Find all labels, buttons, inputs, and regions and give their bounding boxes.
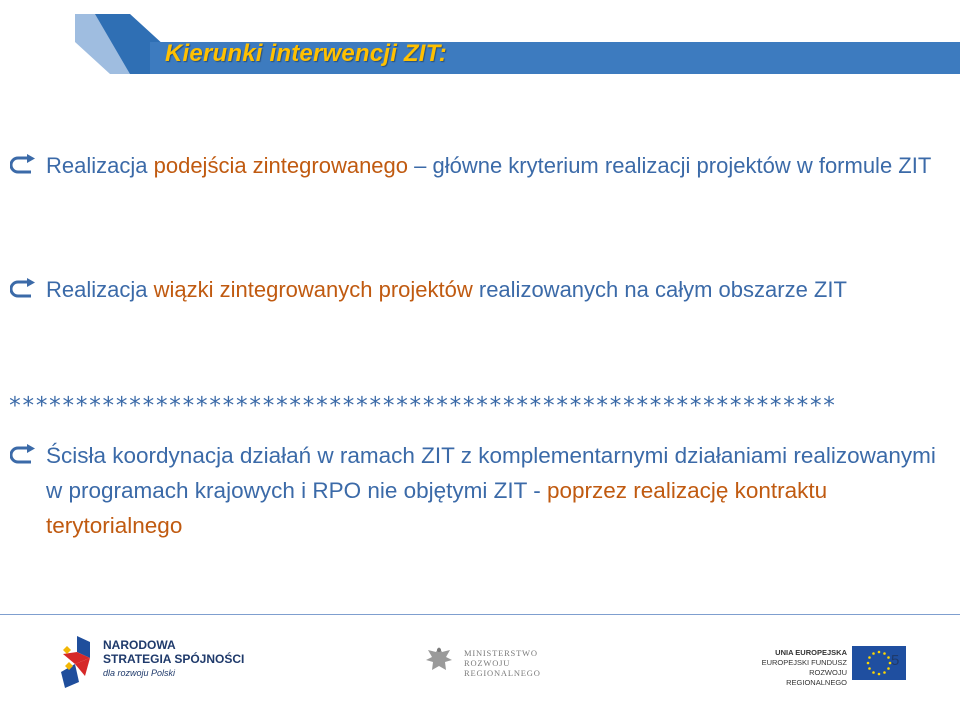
bullet-1-part-2: podejścia zintegrowanego: [153, 153, 415, 178]
curved-arrow-right-icon: [10, 444, 36, 466]
ministry-line3: REGIONALNEGO: [464, 668, 541, 678]
logo-unia-europejska: [752, 646, 912, 687]
nss-line3: dla rozwoju Polski: [103, 668, 176, 678]
nss-star-icon: [55, 632, 100, 690]
curved-arrow-right-icon: [10, 154, 36, 176]
bullet-item-1: [10, 148, 940, 183]
nss-line2: STRATEGIA SPÓJNOŚCI: [103, 652, 245, 666]
slide-title: Kierunki interwencji ZIT:: [165, 40, 447, 67]
eu-line3: ROZWOJU REGIONALNEGO: [786, 668, 847, 687]
bullet-2-part-3: realizowanych na całym obszarze ZIT: [478, 277, 847, 302]
bullet-1-part-1: Realizacja: [46, 153, 154, 178]
bullet-text-3: [10, 438, 950, 543]
nss-line1: NARODOWA: [103, 638, 176, 652]
ministry-line1: MINISTERSTWO: [464, 648, 538, 658]
bullet-text-1: [10, 148, 940, 183]
curved-arrow-right-icon: [10, 278, 36, 300]
eu-line2: EUROPEJSKI FUNDUSZ: [761, 658, 847, 667]
bullet-2-part-2: wiązki zintegrowanych projektów: [153, 277, 479, 302]
logo-narodowa-strategia-spojnosci: [55, 632, 255, 692]
header-bar-shape: [0, 14, 960, 88]
bullet-2-part-1: Realizacja: [46, 277, 154, 302]
bullet-1-part-3: – główne kryterium realizacji projektów w formule ZIT: [414, 153, 932, 178]
eu-line1: UNIA EUROPEJSKA: [775, 648, 847, 657]
bullet-item-3: [10, 438, 950, 543]
footer-divider: [0, 614, 960, 615]
ministry-line2: ROZWOJU: [464, 658, 511, 668]
bullet-3-part-2: poprzez realizację kontraktu terytorialnego: [46, 478, 828, 538]
page-number: 5: [891, 652, 900, 669]
star-separator: **************************************************************: [8, 393, 836, 419]
header-bar: [0, 14, 960, 88]
bullet-3-part-1: Ścisła koordynacja działań w ramach ZIT z komplementarnymi działaniami realizowanymi w programach krajowych i RPO nie objętymi ZIT -: [46, 443, 936, 503]
logo-ministerstwo-rozwoju-regionalnego: [424, 644, 544, 684]
bullet-item-2: [10, 272, 860, 307]
polish-eagle-icon: [424, 644, 454, 678]
bullet-text-2: [10, 272, 860, 307]
